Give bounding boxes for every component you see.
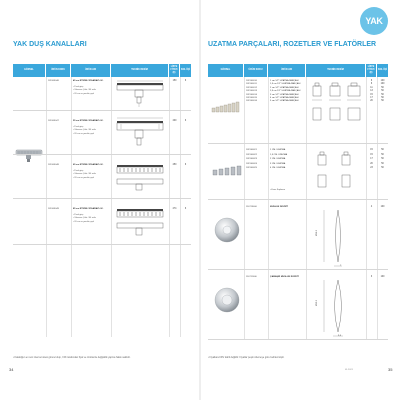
product-features xyxy=(73,170,96,180)
product-code: 182106025 xyxy=(246,167,257,170)
rosette-technical-drawing xyxy=(312,204,364,268)
rosette-diameter-label: Ø53.0 xyxy=(316,300,318,306)
extension-technical-drawing xyxy=(310,80,364,140)
box-quantity: 6 xyxy=(184,80,187,82)
extension-pieces-photo xyxy=(211,100,242,116)
left-page-number: 34 xyxy=(9,367,14,372)
feature-line: • Paslı giriş xyxy=(73,214,84,216)
product-code: 181105047 xyxy=(48,120,59,122)
brand-logo-text: YAK xyxy=(365,16,383,26)
product-code: 181105048 xyxy=(48,164,59,166)
product-code: 182106016 xyxy=(246,100,257,103)
list-price: 20 xyxy=(370,100,373,103)
product-name: 2 CM. UZATMA xyxy=(270,158,286,161)
left-table-body xyxy=(13,77,191,347)
left-header-code: ÜRÜN KODU xyxy=(46,64,71,77)
right-header-drawing: TEKNİK RESİM xyxy=(306,64,366,77)
product-code: 182106024 xyxy=(246,162,257,165)
drain-technical-drawing xyxy=(113,115,167,151)
product-code: 116711000 xyxy=(246,276,257,278)
product-code: 182106022 xyxy=(246,153,257,156)
box-quantity: 50 xyxy=(381,158,384,161)
rosette-width-label: 7 xyxy=(340,265,342,267)
list-price: 20 xyxy=(370,162,373,165)
product-name: 55 cm ETKİNLİ IZGARAYLI K. xyxy=(73,120,104,122)
left-footnote: • Kataloğun en son internet sitesi güncel olup, YAK tarafından fiyat ve ürünlerde değişiklik yapma hakkı saklıdır. xyxy=(13,356,131,359)
list-price: 4 xyxy=(370,206,373,208)
feature-line: • Yekerme Çıktı: 3/4 rutlu xyxy=(73,89,96,92)
list-price: 23 xyxy=(370,167,373,170)
box-quantity: 6 xyxy=(184,164,187,166)
brand-logo xyxy=(360,7,388,35)
product-code: 182106013 xyxy=(246,90,257,93)
washing-rosette-photo xyxy=(214,287,240,313)
right-table-body xyxy=(208,77,388,347)
product-code: 182106023 xyxy=(246,158,257,161)
box-quantity: 50 xyxy=(381,162,384,165)
product-name: 2,5 cm 1/2" UZATMA PARÇASI xyxy=(270,90,301,93)
left-header-drawing: TEKNİK RESİM xyxy=(111,64,169,77)
list-price: 15 xyxy=(370,93,373,96)
box-quantity: 50 xyxy=(381,86,384,89)
product-code: 116715400 xyxy=(246,206,257,208)
list-price: 150 xyxy=(172,80,177,82)
product-code: 182106010 xyxy=(246,80,257,82)
right-header-image: GÖRSEL xyxy=(208,64,244,77)
product-name: 1,5 cm 1/2" UZATMA PARÇASI xyxy=(270,83,301,86)
left-header-name: ÜRÜN ADI xyxy=(71,64,111,77)
list-price: 274 xyxy=(172,208,177,210)
right-footnote: • Fiyatlara KDV dahil değildir. Fiyatlar peşin ödemeye göre belirlenmiştir. xyxy=(208,356,285,359)
catalog-date: 01.2021 xyxy=(345,369,353,371)
product-name: ÇAMAŞIR MUSLUK ROZETİ xyxy=(270,276,299,278)
box-quantity: 100 xyxy=(380,80,385,82)
product-name: 4 cm 1/2" UZATMA PARÇASI xyxy=(270,97,299,99)
product-name: 85 cm ETKİNLİ IZGARAYLI K. xyxy=(73,208,104,210)
product-name: 65 cm ETKİNLİ IZGARAYLI K. xyxy=(73,164,104,166)
product-features xyxy=(73,214,96,224)
product-name: 3 cm 1/2" UZATMA PARÇASI xyxy=(270,93,299,96)
product-name: 4 CM. UZATMA xyxy=(270,167,286,170)
product-features xyxy=(73,86,96,96)
left-header-image: GÖRSEL xyxy=(13,64,46,77)
list-price: 17 xyxy=(370,97,373,99)
feature-line: • Paslı giriş xyxy=(73,126,84,128)
list-price: 250 xyxy=(172,164,177,166)
right-header-price: LİSTE FİYATI (€) xyxy=(366,64,377,77)
box-quantity: 50 xyxy=(381,97,384,99)
list-price: 17 xyxy=(370,158,373,161)
product-code: 182106012 xyxy=(246,86,257,89)
box-quantity: 50 xyxy=(381,149,384,151)
product-name: 5 cm 1/2" UZATMA PARÇASI xyxy=(270,100,299,103)
feature-line: • 20 cm ve yeraltı çaplı xyxy=(73,132,94,135)
product-name: 1 CM. UZATMA xyxy=(270,149,286,151)
list-price: 11 xyxy=(370,86,373,89)
product-code: 182106015 xyxy=(246,97,257,99)
feature-line: • 20 cm ve yeraltı çaplı xyxy=(73,176,94,179)
right-page-number: 35 xyxy=(388,367,393,372)
box-quantity: 6 xyxy=(184,120,187,122)
list-price: 15 xyxy=(370,149,373,151)
feature-line: • Yekerme Çıktı: 3/4 rutlu xyxy=(73,217,96,220)
box-quantity: 50 xyxy=(381,100,384,103)
box-quantity: 100 xyxy=(380,276,385,278)
list-price: 6 xyxy=(370,83,373,86)
left-table-header xyxy=(13,64,191,77)
chrome-note: • Krom Kaplama xyxy=(270,189,286,191)
chrome-extension-photo xyxy=(211,162,242,178)
left-section-title: YAK DUŞ KANALLARI xyxy=(13,41,87,48)
feature-line: • Yekerme Çıktı: 3/4 rutlu xyxy=(73,129,96,132)
product-features xyxy=(73,126,96,136)
product-name: 45 cm ETKİNLİ IZGARAYLI K. xyxy=(73,80,104,82)
product-name: 1 cm 1/2" UZATMA PARÇASI xyxy=(270,80,299,82)
right-table-header xyxy=(208,64,388,77)
right-header-qty: KOLİ İÇİ xyxy=(377,69,388,71)
drain-technical-drawing xyxy=(113,203,167,241)
product-code: 181105049 xyxy=(48,208,59,210)
product-name: 1,5 CM. UZATMA xyxy=(270,153,288,156)
box-quantity: 50 xyxy=(381,93,384,96)
feature-line: • Yekerme Çıktı: 3/4 rutlu xyxy=(73,173,96,176)
product-name: 3 CM. UZATMA xyxy=(270,162,286,165)
drain-technical-drawing xyxy=(113,79,167,109)
box-quantity: 50 xyxy=(381,153,384,156)
right-section-title: UZATMA PARÇALARI, ROZETLER VE FLATÖRLER xyxy=(208,41,377,48)
list-price: 3 xyxy=(370,276,373,278)
feature-line: • 20 cm ve yeraltı çaplı xyxy=(73,92,94,95)
right-header-name: ÜRÜN ADI xyxy=(268,64,306,77)
product-code: 182106021 xyxy=(246,149,257,151)
product-name: MUSLUK ROZETİ xyxy=(270,206,288,208)
rosette-width-label: 9,5 xyxy=(338,335,342,337)
rosette-photo xyxy=(214,217,240,243)
product-name: 2 cm 1/2" UZATMA PARÇASI xyxy=(270,86,299,89)
box-quantity: 100 xyxy=(380,83,385,86)
box-quantity: 50 xyxy=(381,90,384,93)
list-price: 13 xyxy=(370,90,373,93)
product-code: 182106011 xyxy=(246,83,257,86)
washing-rosette-technical-drawing xyxy=(312,274,364,338)
feature-line: • Paslı giriş xyxy=(73,86,84,88)
list-price: 200 xyxy=(172,120,177,122)
product-code: 181105046 xyxy=(48,80,59,82)
box-quantity: 100 xyxy=(380,206,385,208)
box-quantity: 50 xyxy=(381,167,384,170)
list-price: 15 xyxy=(370,153,373,156)
feature-line: • Paslı giriş xyxy=(73,170,84,172)
right-header-code: ÜRÜN KODU xyxy=(244,64,268,77)
feature-line: • 20 cm ve yeraltı çaplı xyxy=(73,220,94,223)
left-header-price: LİSTE FİYATI (€) xyxy=(169,64,180,77)
chrome-technical-drawing xyxy=(310,147,364,197)
drain-technical-drawing xyxy=(113,159,167,195)
box-quantity: 6 xyxy=(184,208,187,210)
rosette-diameter-label: Ø50.0 xyxy=(316,230,318,236)
list-price: 6 xyxy=(370,80,373,82)
left-header-qty: KOLİ İÇİ xyxy=(180,69,191,71)
product-code: 182106014 xyxy=(246,93,257,96)
page-gutter xyxy=(199,0,201,400)
